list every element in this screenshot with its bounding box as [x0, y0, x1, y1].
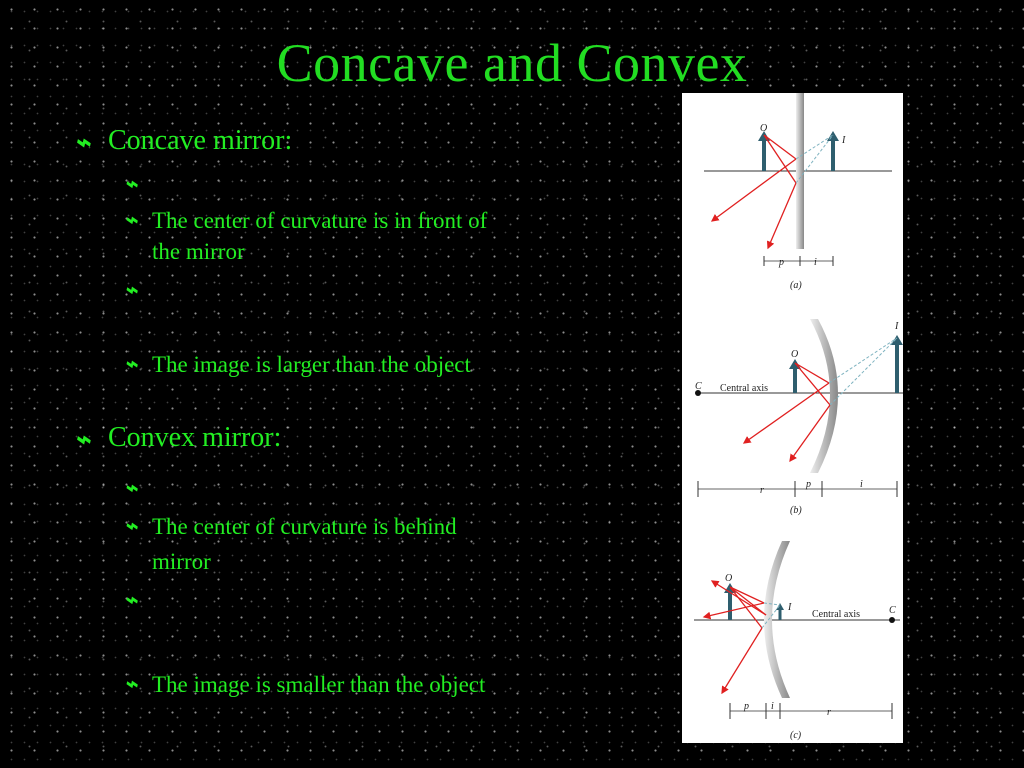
diagram-c [694, 541, 900, 741]
bolt-bullet-icon: ⌁ [124, 208, 138, 232]
mirror-diagram-figure [682, 93, 903, 743]
label-i: i [860, 479, 863, 490]
caption-b: (b) [790, 505, 802, 516]
concave-mirror [810, 319, 838, 473]
bullet-text: The center of curvature is behind mirror [152, 514, 457, 574]
diagram-a [704, 93, 892, 291]
label-central-axis: Central axis [812, 609, 861, 620]
concave-heading: Concave mirror: [108, 125, 293, 156]
label-object: O [760, 123, 768, 134]
bullet-item [124, 349, 492, 380]
slide-title: Concave and Convex [276, 33, 748, 93]
bullet-text: The image is smaller than the object [152, 672, 486, 697]
bullet-item [124, 205, 492, 267]
bolt-bullet-icon: ⌁ [74, 127, 91, 157]
label-r: r [827, 707, 831, 718]
bullet-convex-heading [74, 422, 281, 454]
bolt-bullet-icon: ⌁ [124, 172, 138, 196]
bullet-text: The image is larger than the object [152, 352, 471, 377]
label-object: O [725, 573, 733, 584]
label-i: i [771, 701, 774, 712]
bullet-item [124, 667, 532, 702]
bolt-bullet-icon: ⌁ [124, 672, 138, 696]
convex-heading: Convex mirror: [108, 422, 282, 453]
bolt-bullet-icon: ⌁ [124, 514, 138, 538]
caption-c: (c) [790, 730, 802, 741]
label-central-axis: Central axis [720, 383, 769, 394]
label-image: I [788, 602, 792, 613]
mirror-diagrams-svg [682, 93, 903, 743]
label-i: i [814, 257, 817, 268]
label-p: p [779, 257, 784, 268]
label-center: C [889, 605, 896, 616]
label-p: p [806, 479, 811, 490]
bullet-text: The center of curvature is in front of the mirror [152, 208, 488, 264]
bolt-bullet-icon: ⌁ [124, 588, 138, 612]
label-image: I [895, 321, 899, 332]
label-image: I [842, 135, 846, 146]
bolt-bullet-icon: ⌁ [124, 278, 138, 302]
bolt-bullet-icon: ⌁ [74, 424, 91, 454]
plane-mirror [796, 93, 804, 249]
label-object: O [791, 349, 799, 360]
label-center: C [695, 381, 702, 392]
label-r: r [760, 485, 764, 496]
bolt-bullet-icon: ⌁ [124, 352, 138, 376]
bolt-bullet-icon: ⌁ [124, 476, 138, 500]
bullet-concave-heading [74, 125, 292, 157]
diagram-b [695, 319, 903, 516]
label-p: p [744, 701, 749, 712]
caption-a: (a) [790, 280, 802, 291]
bullet-item [124, 509, 492, 579]
